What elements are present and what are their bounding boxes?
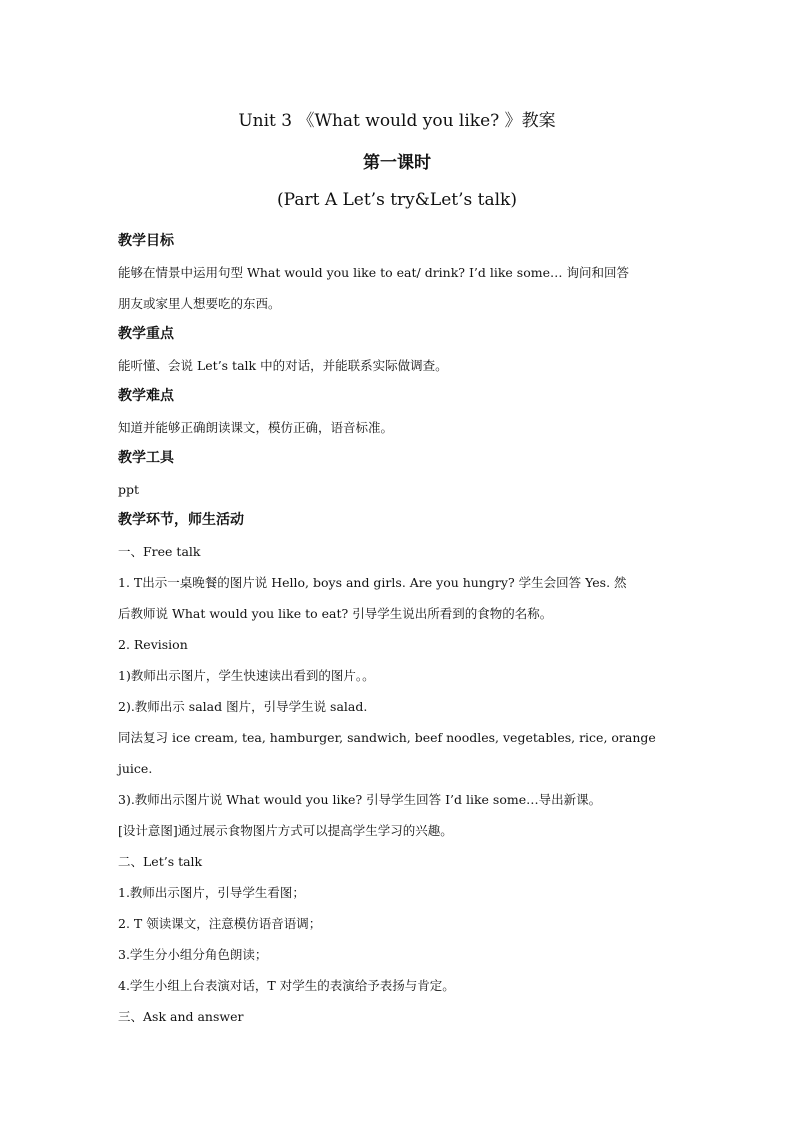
section-heading: 教学工具 <box>118 450 174 466</box>
lesson-part: (Part A Let’s try&Let’s talk) <box>277 190 517 210</box>
document-body <box>118 226 678 1032</box>
paragraph-line: 同法复习 ice cream, tea, hamburger, sandwich, beef noodles, vegetables, rice, orange <box>118 730 656 745</box>
paragraph-line: 1. T出示一桌晚餐的图片说 Hello, boys and girls. Are you hungry? 学生会回答 Yes. 然 <box>118 575 627 590</box>
document-title: Unit 3 《What would you like? 》教案 <box>238 111 556 131</box>
paragraph-line: 4.学生小组上台表演对话，T 对学生的表演给予表扬与肯定。 <box>118 978 455 993</box>
section-heading: 教学环节，师生活动 <box>118 512 244 528</box>
paragraph-line: 能听懂、会说 Let’s talk 中的对话，并能联系实际做调查。 <box>118 358 448 373</box>
paragraph-line: 3.学生分小组分角色朗读； <box>118 947 268 962</box>
paragraph-line: 能够在情景中运用句型 What would you like to eat/ drink? I’d like some… 询问和回答 <box>118 265 629 280</box>
paragraph-line: ppt <box>118 482 140 497</box>
paragraph-line: 朋友或家里人想要吃的东西。 <box>118 296 281 311</box>
paragraph-line: 后教师说 What would you like to eat? 引导学生说出所看到的食物的名称。 <box>118 606 553 621</box>
paragraph-line: 3).教师出示图片说 What would you like? 引导学生回答 I’d like some…导出新课。 <box>118 792 602 807</box>
section-heading: 教学目标 <box>118 233 174 249</box>
paragraph-line: 二、Let’s talk <box>118 854 203 869</box>
paragraph-line: 一、Free talk <box>118 544 201 559</box>
paragraph-line: juice. <box>118 761 153 776</box>
lesson-subtitle: 第一课时 <box>363 153 431 173</box>
paragraph-line: [设计意图]通过展示食物图片方式可以提高学生学习的兴趣。 <box>118 823 453 838</box>
paragraph-line: 2).教师出示 salad 图片，引导学生说 salad. <box>118 699 368 714</box>
paragraph-line: 知道并能够正确朗读课文，模仿正确，语音标准。 <box>118 420 394 435</box>
paragraph-line: 2. T 领读课文，注意模仿语音语调； <box>118 916 322 931</box>
paragraph-line: 三、Ask and answer <box>118 1009 244 1024</box>
paragraph-line: 1)教师出示图片，学生快速读出看到的图片。。 <box>118 668 375 683</box>
paragraph-line: 1.教师出示图片，引导学生看图； <box>118 885 305 900</box>
paragraph-line: 2. Revision <box>118 637 188 652</box>
section-heading: 教学重点 <box>118 326 174 342</box>
section-heading: 教学难点 <box>118 388 174 404</box>
